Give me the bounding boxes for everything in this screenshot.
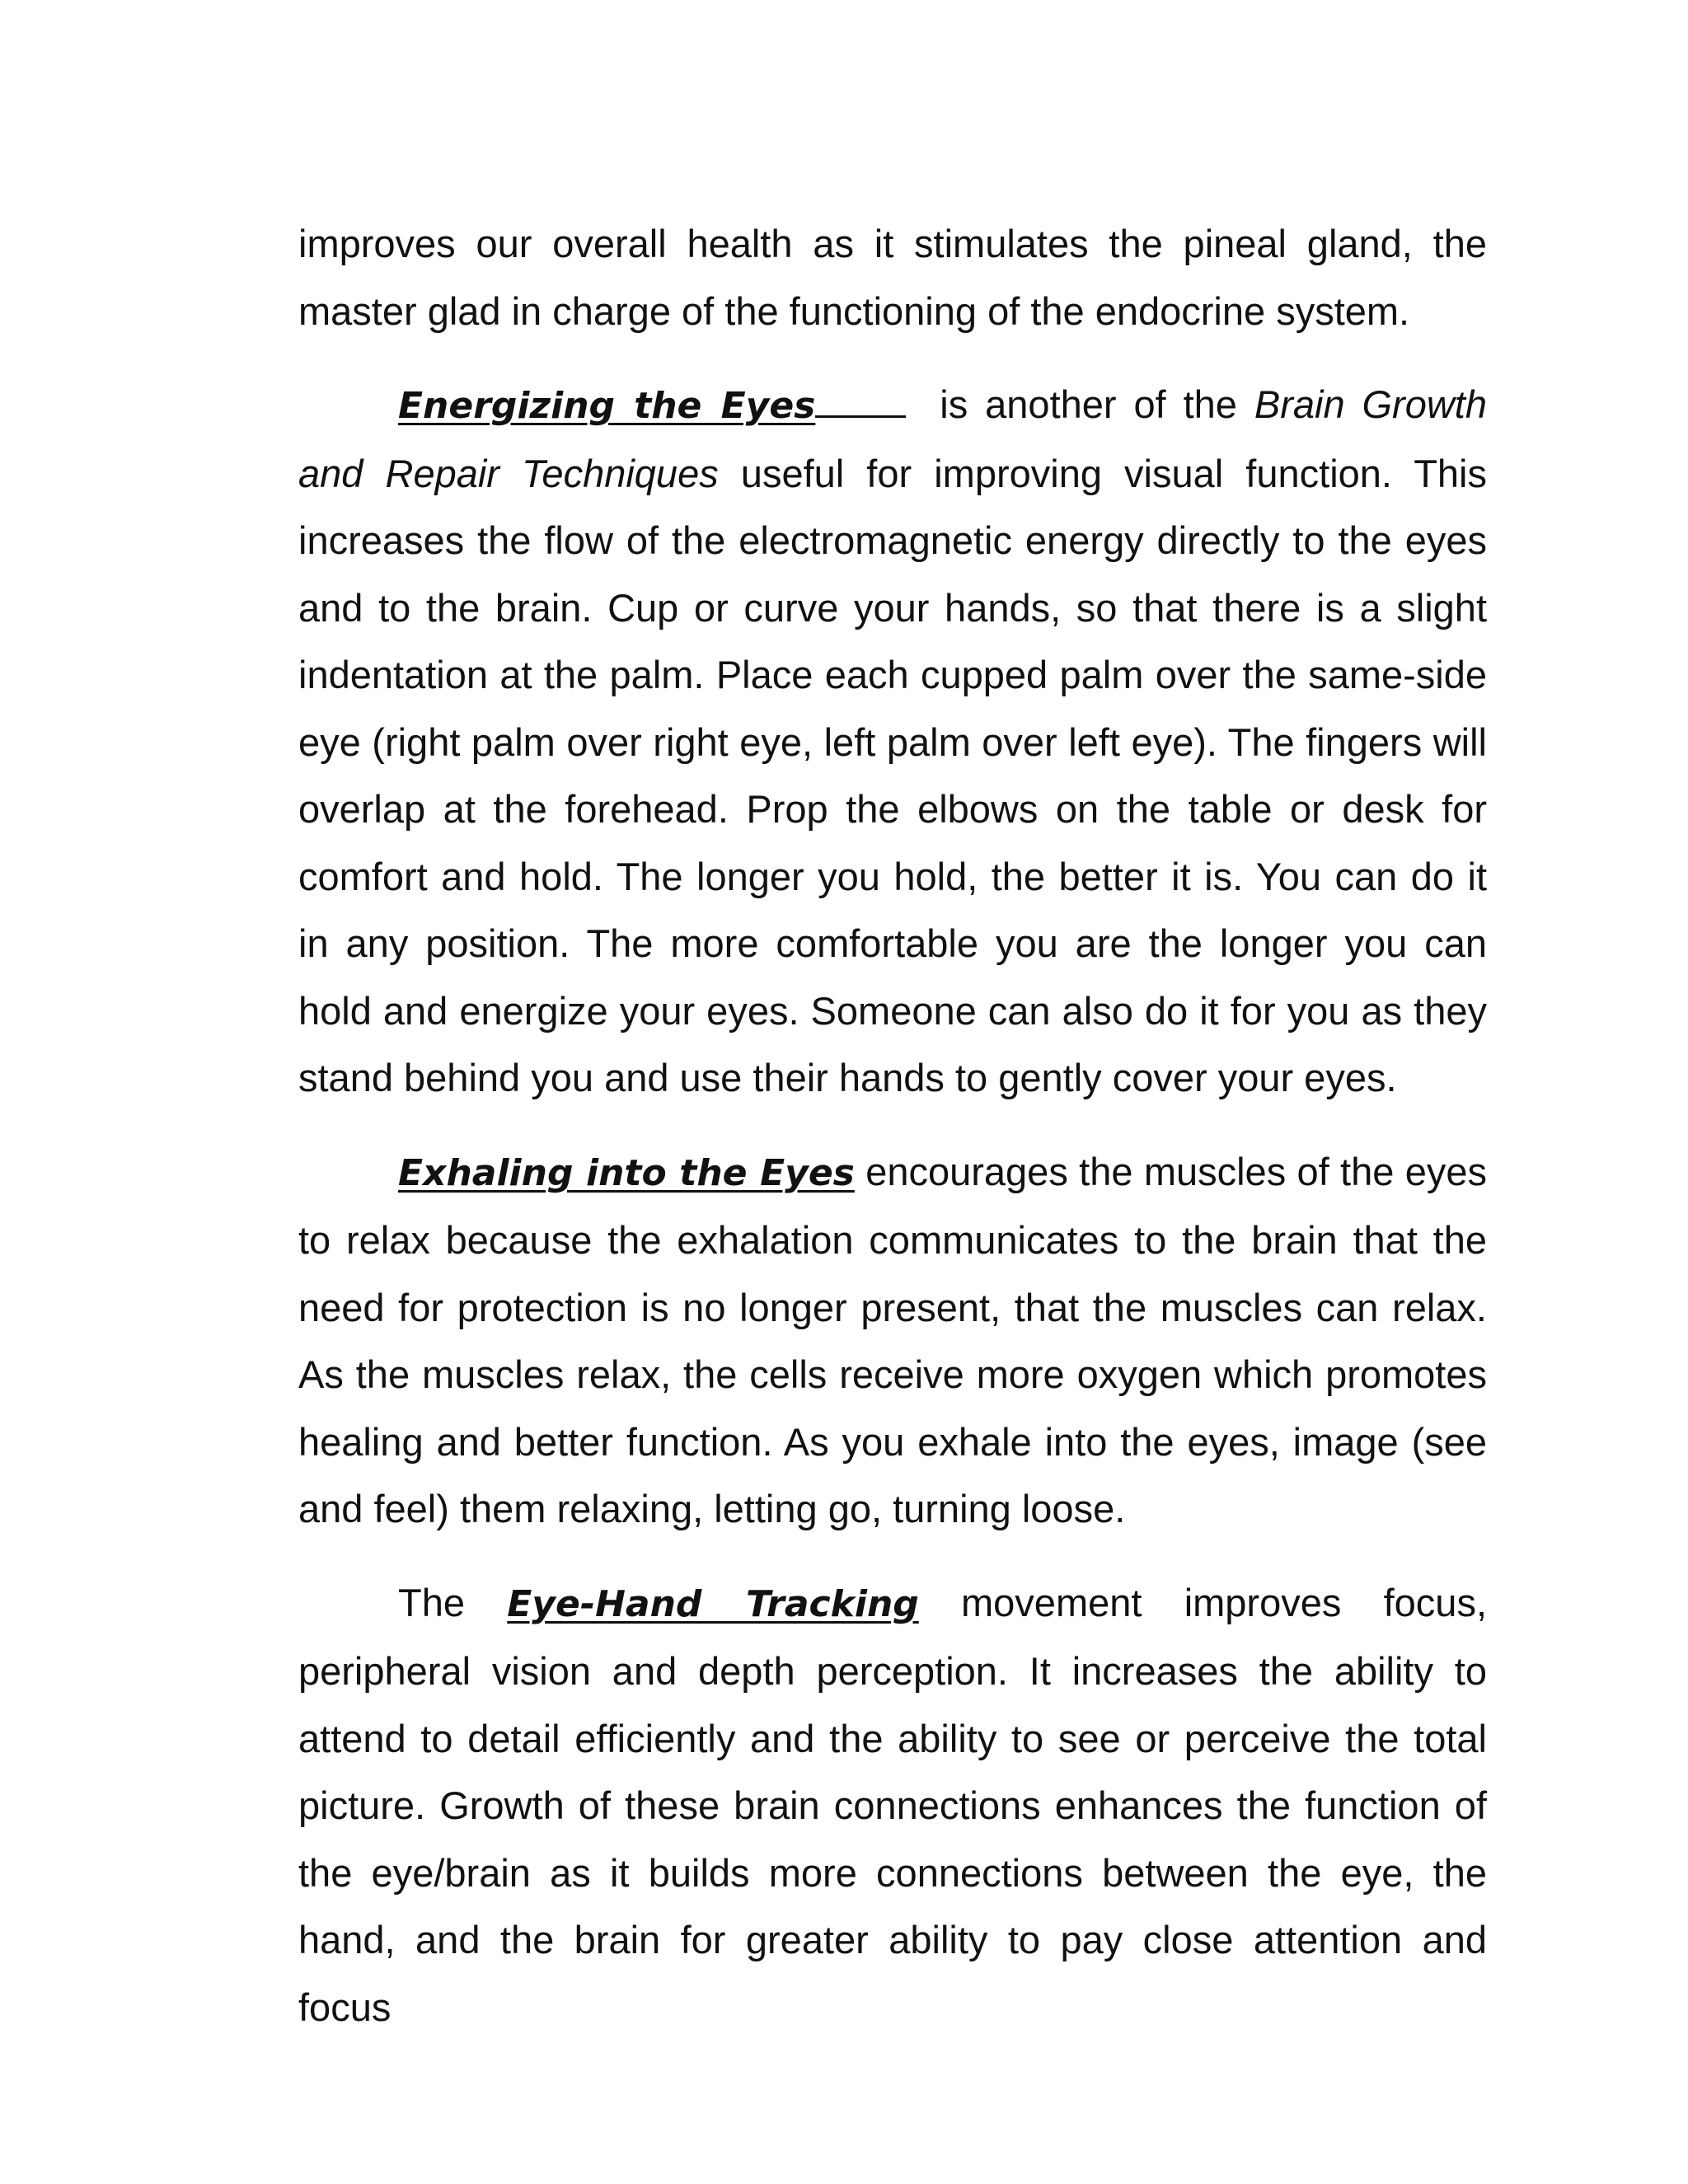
- term-eye-hand-tracking: Eye-Hand Tracking: [507, 1582, 919, 1625]
- paragraph-eye-hand-tracking: [298, 1569, 1487, 2041]
- paragraph-pineal-gland: [298, 210, 1487, 344]
- term-exhaling-into-the-eyes: Exhaling into the Eyes: [398, 1151, 855, 1194]
- paragraph-1-text: improves our overall health as it stimulates the pineal gland, the master glad in charge of the functioning of the endocrine system.: [298, 222, 1487, 333]
- paragraph-exhaling-into-the-eyes: [298, 1138, 1487, 1543]
- paragraph-2-text-1: is another of the: [922, 382, 1254, 426]
- underline-blank: [815, 415, 906, 418]
- term-energizing-the-eyes: Energizing the Eyes: [398, 385, 816, 427]
- paragraph-3-text: encourages the muscles of the eyes to relax because the exhalation communicates to the brain that the need for protection is no longer present, that the muscles can relax. As the muscles relax, the cells receive more oxygen which promotes healing and better function. As you exhale into the eyes, image (see and feel) them relaxing, letting go, turning loose.: [298, 1149, 1487, 1530]
- body-text: [298, 210, 1487, 2067]
- paragraph-4-text: movement improves focus, peripheral vision and depth perception. It increases the ability to attend to detail efficiently and the ability to see or perceive the total picture. Growth of these brain connections enhances the function of the eye/brain as it builds more connections between the eye, the hand, and the brain for greater ability to pay close attention and focus: [298, 1580, 1488, 2029]
- paragraph-energizing-the-eyes: [298, 371, 1487, 1112]
- technique-name: Brain Growth and Repair Techniques: [298, 382, 1487, 495]
- paragraph-4-lead: The: [398, 1580, 508, 1624]
- paragraph-2-text-2: useful for improving visual function. This increases the flow of the electromagnetic energy directly to the eyes and to the brain. Cup or curve your hands, so that there is a slight indentation at the palm. Place each cupped palm over the same-side eye (right palm over right eye, left palm over left eye). The fingers will overlap at the forehead. Prop the elbows on the table or desk for comfort and hold. The longer you hold, the better it is. You can do it in any position. The more comfortable you are the longer you can hold and energize your eyes. Someone can also do it for you as they stand behind you and use their hands to gently cover your eyes.: [298, 451, 1487, 1099]
